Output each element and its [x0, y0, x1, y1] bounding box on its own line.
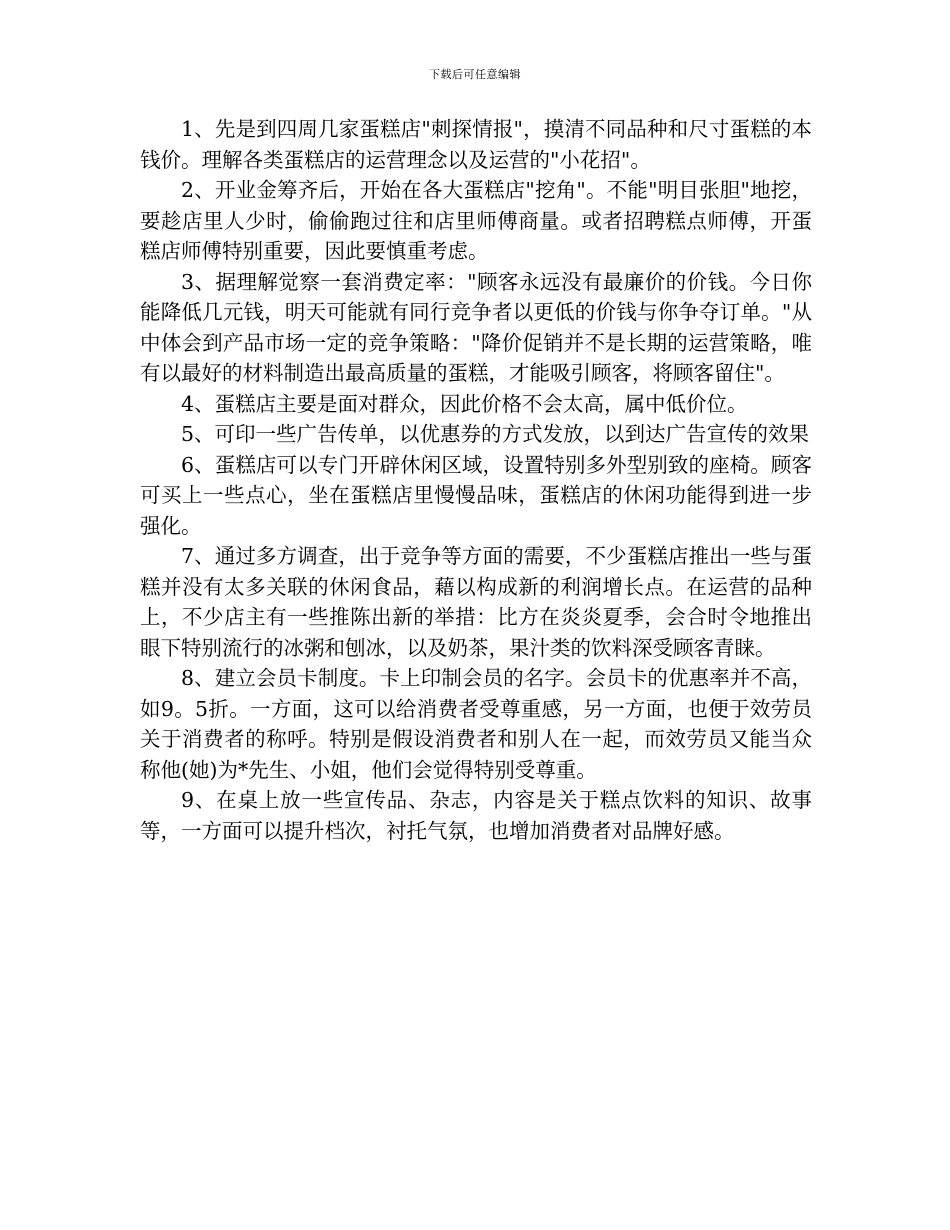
paragraph-9: 9、在桌上放一些宣传品、杂志，内容是关于糕点饮料的知识、故事等，一方面可以提升档次，衬托气氛，也增加消费者对品牌好感。 [140, 788, 812, 843]
paragraph-6: 6、蛋糕店可以专门开辟休闲区域，设置特别多外型别致的座椅。顾客可买上一些点心，坐在蛋糕店里慢慢品味，蛋糕店的休闲功能得到进一步强化。 [140, 452, 812, 538]
page-header: 下载后可任意编辑 [429, 68, 521, 81]
paragraph-8: 8、建立会员卡制度。卡上印制会员的名字。会员卡的优惠率并不高，如9。5折。一方面，这可以给消费者受尊重感，另一方面，也便于效劳员关于消费者的称呼。特别是假设消费者和别人在一起，而效劳员又能当众称他(她)为*先生、小姐，他们会觉得特别受尊重。 [140, 666, 812, 782]
paragraph-5: 5、可印一些广告传单，以优惠券的方式发放，以到达广告宣传的效果 [181, 422, 810, 446]
paragraph-4: 4、蛋糕店主要是面对群众，因此价格不会太高，属中低价位。 [181, 391, 748, 416]
paragraph-7: 7、通过多方调查，出于竞争等方面的需要，不少蛋糕店推出一些与蛋糕并没有太多关联的休闲食品，藉以构成新的利润增长点。在运营的品种上，不少店主有一些推陈出新的举措：比方在炎炎夏季，会合时令地推出眼下特别流行的冰粥和刨冰，以及奶茶，果汁类的饮料深受顾客青睐。 [140, 544, 812, 660]
document-body [140, 114, 812, 846]
paragraph-1: 1、先是到四周几家蛋糕店"刺探情报"，摸清不同品种和尺寸蛋糕的本钱价。理解各类蛋糕店的运营理念以及运营的"小花招"。 [140, 117, 812, 172]
paragraph-2: 2、开业金筹齐后，开始在各大蛋糕店"挖角"。不能"明目张胆"地挖，要趁店里人少时，偷偷跑过往和店里师傅商量。或者招聘糕点师傅，开蛋糕店师傅特别重要，因此要慎重考虑。 [140, 178, 812, 263]
paragraph-3: 3、据理解觉察一套消费定率："顾客永远没有最廉价的价钱。今日你能降低几元钱，明天可能就有同行竞争者以更低的价钱与你争夺订单。"从中体会到产品市场一定的竞争策略："降价促销并不是长期的运营策略，唯有以最好的材料制造出最高质量的蛋糕，才能吸引顾客，将顾客留住"。 [140, 269, 812, 385]
